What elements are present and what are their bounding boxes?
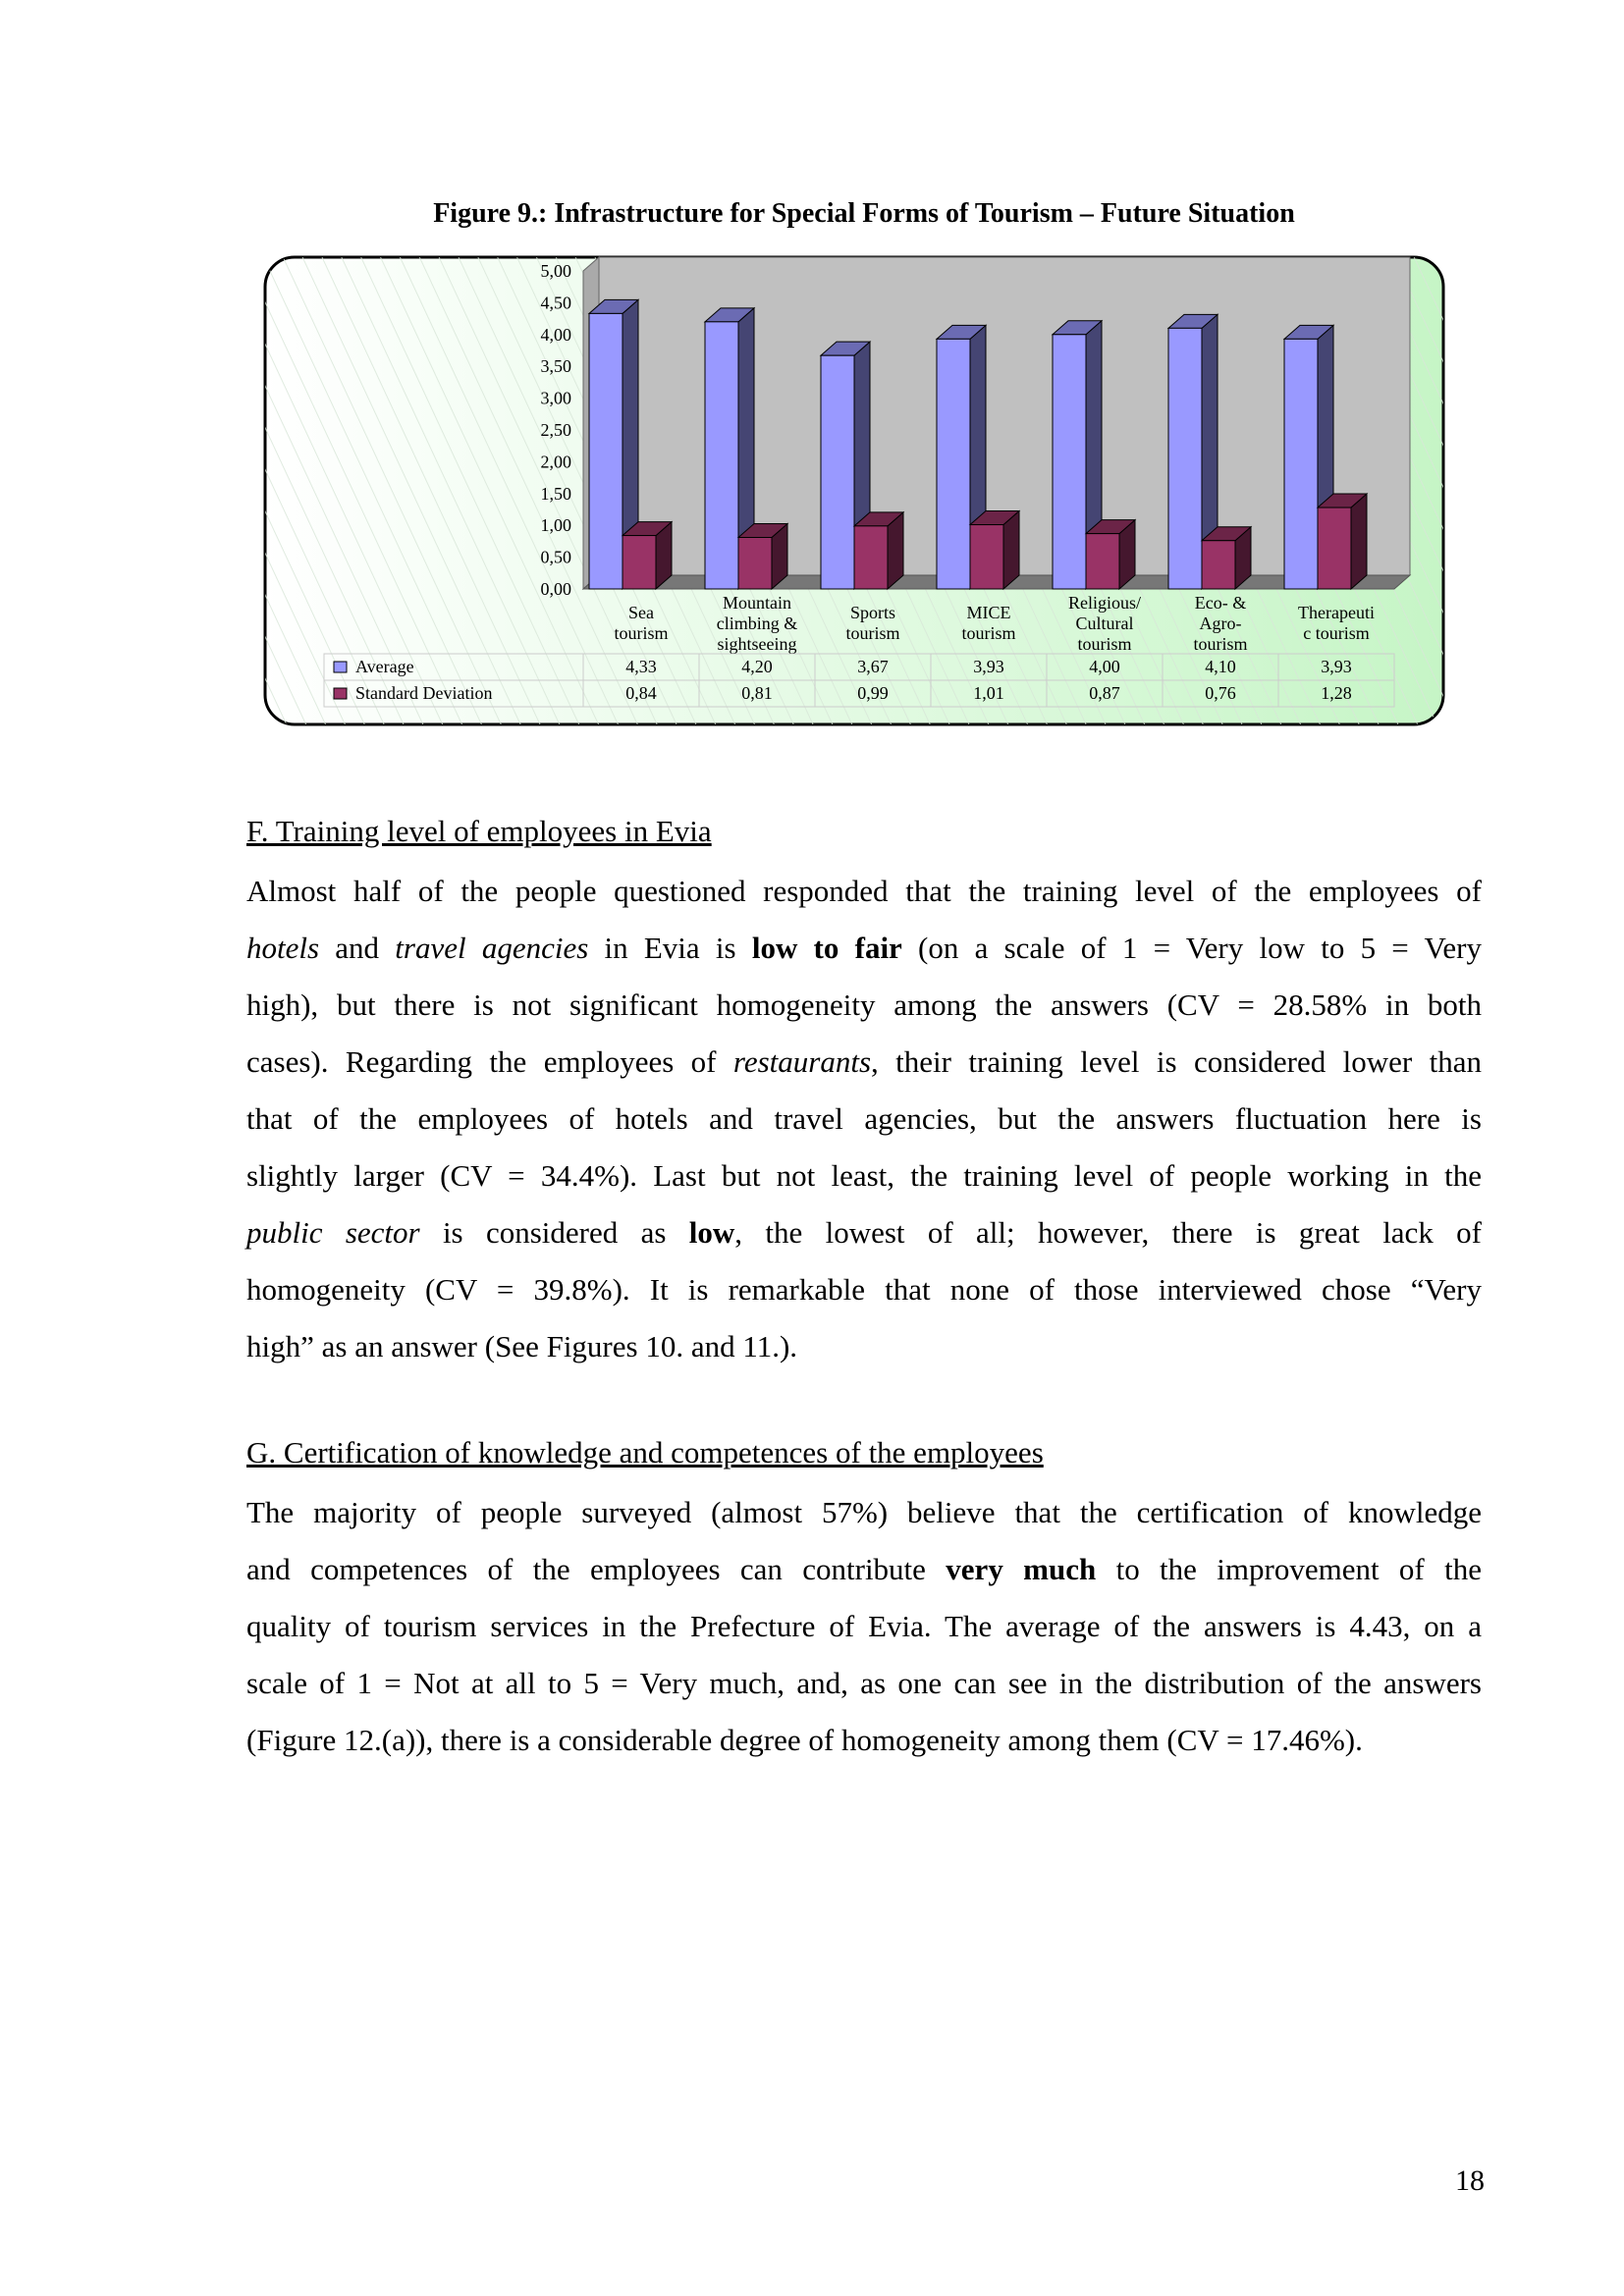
x-category-label: Eco- & — [1194, 593, 1247, 613]
section-f-text-run: Almost half of the people questioned responded that the training level of the employees of — [246, 874, 1482, 908]
section-f-text-run: high), but there is not significant homogeneity among the answers (CV = 28.58% in both — [246, 988, 1482, 1022]
section-g-text-run: scale of 1 = Not at all to 5 = Very much, and, as one can see in the distribution of the answers — [246, 1666, 1482, 1700]
plot-area — [583, 257, 1410, 589]
bar-standard-deviation — [738, 524, 787, 589]
section-f-line — [246, 977, 1482, 1034]
bar-standard-deviation — [1202, 527, 1251, 589]
section-f-text-run: (on a scale of 1 = Very low to 5 = Very — [901, 931, 1482, 965]
bar-front — [821, 355, 854, 589]
y-tick-label: 2,50 — [540, 420, 571, 440]
x-category-label: Mountain — [723, 593, 791, 613]
bar-front — [1202, 541, 1235, 589]
section-f-text-run: , the lowest of all; however, there is great lack of — [734, 1215, 1482, 1250]
section-f-line — [246, 1091, 1482, 1148]
section-f-body — [246, 863, 1482, 1375]
section-f-text-run: restaurants — [732, 1044, 872, 1079]
page-number: 18 — [1455, 2164, 1485, 2197]
bar-front — [1318, 507, 1351, 589]
table-value: 0,76 — [1205, 683, 1236, 703]
section-g-text-run: to the improvement of the — [1096, 1552, 1482, 1586]
table-value: 4,10 — [1205, 657, 1236, 676]
x-category-label: tourism — [1193, 634, 1248, 654]
table-value: 1,28 — [1321, 683, 1352, 703]
section-f-text-run: and — [319, 931, 396, 965]
table-value: 0,84 — [625, 683, 657, 703]
x-category-label: tourism — [1077, 634, 1132, 654]
legend-label: Average — [355, 657, 414, 676]
legend-swatch — [334, 688, 347, 699]
bar-standard-deviation — [970, 511, 1019, 589]
table-value: 4,00 — [1089, 657, 1120, 676]
section-f-text-run: homogeneity (CV = 39.8%). It is remarkable that none of those interviewed chose “Very — [246, 1272, 1482, 1307]
bar-front — [1168, 328, 1202, 589]
bar-side — [1351, 494, 1367, 589]
y-tick-label: 2,00 — [540, 452, 571, 472]
section-g-text-run: very much — [946, 1552, 1097, 1586]
legend-swatch — [334, 662, 347, 672]
section-f-line — [246, 1318, 1482, 1375]
x-category-label: Therapeuti — [1298, 603, 1375, 622]
section-g-text-run: (Figure 12.(a)), there is a considerable degree of homogeneity among them (CV = 17.46%). — [246, 1723, 1363, 1757]
y-axis — [541, 261, 572, 599]
bar-front — [589, 313, 623, 589]
bar-standard-deviation — [1318, 494, 1367, 589]
table-value: 3,93 — [1321, 657, 1352, 676]
section-g-line — [246, 1541, 1482, 1598]
section-f-text-run: , their training level is considered lower than — [871, 1044, 1483, 1079]
bar-standard-deviation — [854, 512, 903, 589]
figure-title: Figure 9.: Infrastructure for Special Forms of Tourism – Future Situation — [433, 198, 1295, 229]
bar-front — [623, 536, 656, 589]
y-tick-label: 1,00 — [540, 515, 571, 536]
section-f-line — [246, 1034, 1482, 1091]
legend-label: Standard Deviation — [355, 683, 493, 703]
table-value: 0,99 — [857, 683, 889, 703]
section-f-line — [246, 1204, 1482, 1261]
x-category-label: tourism — [845, 623, 900, 643]
x-category-label: Agro- — [1199, 614, 1242, 633]
bar-front — [1053, 335, 1086, 589]
bar-standard-deviation — [623, 522, 672, 589]
section-g-line — [246, 1598, 1482, 1655]
section-f-text-run: high” as an answer (See Figures 10. and 11.). — [246, 1329, 798, 1363]
x-category-label: MICE — [966, 603, 1011, 622]
bar-front — [705, 322, 738, 589]
y-tick-label: 3,50 — [540, 356, 571, 377]
bar-front — [1284, 339, 1318, 589]
table-value: 4,33 — [625, 657, 657, 676]
bar-front — [970, 525, 1003, 589]
section-f-line — [246, 1261, 1482, 1318]
bar-chart — [261, 253, 1449, 730]
section-g-text-run: quality of tourism services in the Prefecture of Evia. The average of the answers is 4.43, on a — [246, 1609, 1482, 1643]
section-g-line — [246, 1712, 1482, 1769]
table-value: 3,93 — [973, 657, 1004, 676]
section-f-text-run: slightly larger (CV = 34.4%). Last but not least, the training level of people working in the — [246, 1158, 1482, 1193]
x-category-label: tourism — [614, 623, 669, 643]
section-f-text-run: travel agencies — [395, 931, 589, 965]
chart-svg — [261, 253, 1449, 730]
x-category-label: Religious/ — [1067, 593, 1142, 613]
y-tick-label: 0,00 — [540, 579, 571, 599]
x-category-label: climbing & — [716, 614, 798, 633]
bar-front — [1086, 534, 1119, 589]
bar-front — [937, 339, 970, 589]
x-category-label: Sea — [628, 603, 654, 622]
x-category-label: sightseeing — [717, 634, 797, 654]
section-f-text-run: in Evia is — [588, 931, 752, 965]
y-tick-label: 4,00 — [540, 324, 571, 345]
section-f-line — [246, 863, 1482, 920]
section-f-text-run: public sector — [246, 1215, 420, 1250]
section-g-body — [246, 1484, 1482, 1769]
section-f-text-run: low — [688, 1215, 735, 1250]
section-g-text-run: and competences of the employees can contribute — [246, 1552, 947, 1586]
table-value: 1,01 — [973, 683, 1004, 703]
y-tick-label: 0,50 — [540, 547, 571, 567]
y-tick-label: 5,00 — [540, 261, 571, 281]
section-f-text-run: hotels — [246, 931, 320, 965]
table-value: 3,67 — [857, 657, 889, 676]
section-f-heading: F. Training level of employees in Evia — [246, 814, 712, 848]
x-category-label: tourism — [961, 623, 1016, 643]
section-f-line — [246, 1148, 1482, 1204]
section-f-text-run: cases). Regarding the employees of — [246, 1044, 733, 1079]
x-category-label: Sports — [849, 603, 896, 622]
section-f-text-run: is considered as — [419, 1215, 689, 1250]
table-value: 0,81 — [741, 683, 773, 703]
x-category-label: Cultural — [1075, 614, 1134, 633]
bar-front — [738, 538, 772, 589]
section-g-text-run: The majority of people surveyed (almost 57%) believe that the certification of knowledge — [246, 1495, 1482, 1529]
y-tick-label: 4,50 — [540, 293, 571, 313]
table-value: 4,20 — [741, 657, 773, 676]
section-g-line — [246, 1655, 1482, 1712]
section-g-heading: G. Certification of knowledge and competences of the employees — [246, 1435, 1044, 1469]
section-g-line — [246, 1484, 1482, 1541]
bar-front — [854, 526, 888, 589]
bar-standard-deviation — [1086, 520, 1135, 589]
section-f-text-run: low to fair — [751, 931, 902, 965]
y-tick-label: 1,50 — [540, 483, 571, 504]
table-value: 0,87 — [1089, 683, 1120, 703]
section-f-text-run: that of the employees of hotels and travel agencies, but the answers fluctuation here is — [246, 1101, 1482, 1136]
y-tick-label: 3,00 — [540, 388, 571, 408]
x-category-label: c tourism — [1303, 623, 1370, 643]
section-f-line — [246, 920, 1482, 977]
